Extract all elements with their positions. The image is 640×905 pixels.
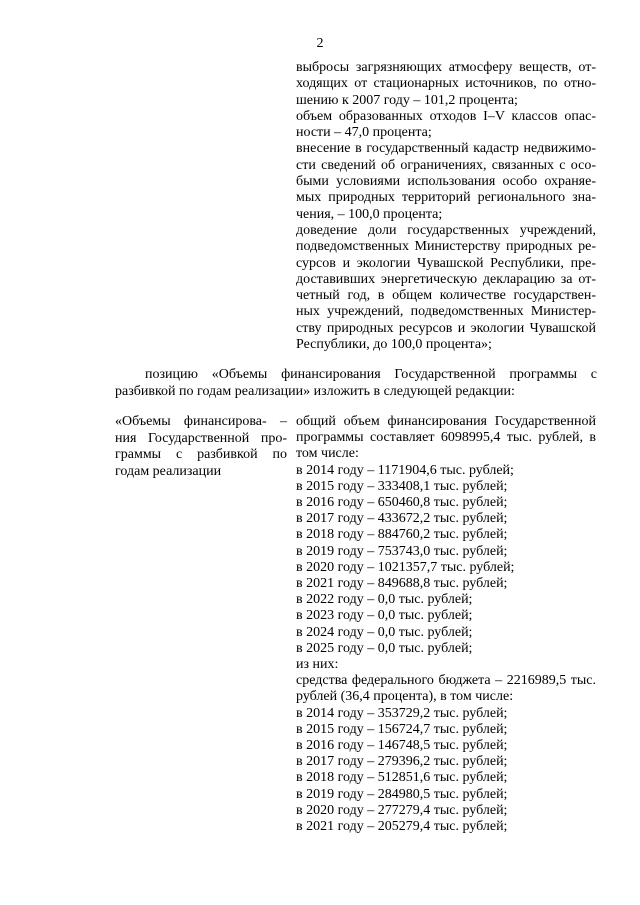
text-line: ности – 47,0 процента; bbox=[296, 125, 432, 141]
financing-line: программы составляет 6098995,4 тыс. рублей, в bbox=[296, 430, 596, 446]
position-title bbox=[115, 414, 287, 480]
text-line: ству природных ресурсов и экологии Чувашской bbox=[296, 320, 596, 336]
financing-line: в 2017 году – 279396,2 тыс. рублей; bbox=[296, 754, 508, 770]
financing-line: в 2020 году – 1021357,7 тыс. рублей; bbox=[296, 559, 515, 575]
financing-details bbox=[296, 414, 596, 835]
text-line: сурсов и экологии Чувашской Республики, пре- bbox=[296, 255, 596, 271]
financing-line: рублей (36,4 процента), в том числе: bbox=[296, 689, 514, 705]
financing-line: в 2020 году – 277279,4 тыс. рублей; bbox=[296, 802, 508, 818]
financing-line: в 2023 году – 0,0 тыс. рублей; bbox=[296, 608, 473, 624]
financing-line: в 2019 году – 284980,5 тыс. рублей; bbox=[296, 786, 508, 802]
text-line: Республики, до 100,0 процента»; bbox=[296, 337, 492, 353]
position-title-line: граммы с разбивкой по bbox=[115, 447, 287, 462]
financing-line: средства федерального бюджета – 2216989,5 тыс. bbox=[296, 673, 596, 689]
financing-line: в 2021 году – 205279,4 тыс. рублей; bbox=[296, 819, 508, 835]
text-line: доставивших энергетическую декларацию за от- bbox=[296, 271, 596, 287]
text-line: выбросы загрязняющих атмосферу веществ, от- bbox=[296, 60, 596, 75]
text-line: мых природных территорий регионального зна- bbox=[296, 190, 596, 206]
position-title-line: годам реализации bbox=[115, 463, 222, 479]
text-line: чения, – 100,0 процента; bbox=[296, 206, 443, 222]
financing-line: том числе: bbox=[296, 446, 359, 462]
text-line: быми условиями использования особо охраняе- bbox=[296, 174, 596, 190]
text-line: ных учреждений, подведомственных Министер- bbox=[296, 304, 596, 320]
text-line: доведение доли государственных учреждений, bbox=[296, 222, 596, 238]
financing-line: в 2025 году – 0,0 тыс. рублей; bbox=[296, 640, 473, 656]
financing-line: в 2022 году – 0,0 тыс. рублей; bbox=[296, 592, 473, 608]
amendment-paragraph bbox=[115, 366, 597, 400]
financing-line: в 2021 году – 849688,8 тыс. рублей; bbox=[296, 576, 508, 592]
page-number: 2 bbox=[316, 36, 324, 51]
financing-line: в 2014 году – 353729,2 тыс. рублей; bbox=[296, 705, 508, 721]
financing-line: в 2024 году – 0,0 тыс. рублей; bbox=[296, 624, 473, 640]
financing-line: в 2017 году – 433672,2 тыс. рублей; bbox=[296, 511, 508, 527]
position-title-line: ния Государственной про- bbox=[115, 430, 287, 446]
financing-line: в 2018 году – 884760,2 тыс. рублей; bbox=[296, 527, 508, 543]
financing-line: общий объем финансирования Государственной bbox=[296, 414, 596, 429]
indicators-continuation bbox=[296, 60, 596, 353]
financing-line: в 2015 году – 156724,7 тыс. рублей; bbox=[296, 721, 508, 737]
financing-line: в 2016 году – 650460,8 тыс. рублей; bbox=[296, 495, 508, 511]
text-line: объем образованных отходов I–V классов опас- bbox=[296, 108, 596, 124]
financing-line: в 2016 году – 146748,5 тыс. рублей; bbox=[296, 738, 508, 754]
financing-line: из них: bbox=[296, 657, 339, 673]
text-line: ходящих от стационарных источников, по отно- bbox=[296, 76, 596, 92]
text-line: подведомственных Министерству природных ре- bbox=[296, 239, 596, 255]
financing-line: в 2014 году – 1171904,6 тыс. рублей; bbox=[296, 462, 514, 478]
paragraph-text: позицию «Объемы финансирования Государственной программы с разбивкой по годам реализации» изложить в следующей редакции: bbox=[115, 367, 597, 399]
financing-line: в 2015 году – 333408,1 тыс. рублей; bbox=[296, 478, 508, 494]
financing-line: в 2018 году – 512851,6 тыс. рублей; bbox=[296, 770, 508, 786]
text-line: шению к 2007 году – 101,2 процента; bbox=[296, 92, 518, 108]
text-line: четный год, в общем количестве государствен- bbox=[296, 288, 596, 304]
financing-line: в 2019 году – 753743,0 тыс. рублей; bbox=[296, 543, 508, 559]
position-title-line: «Объемы финансирова- – bbox=[115, 414, 287, 429]
text-line: сти сведений об ограничениях, связанных с осо- bbox=[296, 157, 596, 173]
text-line: внесение в государственный кадастр недвижимо- bbox=[296, 141, 596, 157]
